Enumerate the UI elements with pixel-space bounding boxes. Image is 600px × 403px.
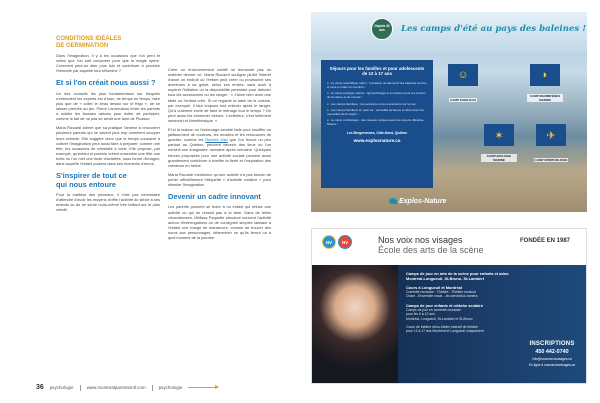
inscriptions-web[interactable]: En ligne à nosvoixnosvisages.ca — [528, 363, 576, 367]
footer-website[interactable]: www.montrealparentsmtl.com — [86, 385, 146, 390]
ad-theatre-details — [406, 271, 516, 334]
ad-theatre-s2-title: Camps de jour enfants et relâche scolaire — [406, 302, 483, 308]
inscriptions-phone[interactable]: 450 442-0740 — [535, 349, 569, 355]
camp-mammiferes-marins — [527, 64, 563, 106]
ad-whales-line — [327, 118, 427, 126]
ad-whales-website[interactable]: www.explosnature.ca — [353, 137, 401, 143]
ad-whales-line-text: Le camp écologie marine : apprentissage et immersion pour les curieux de la nature et du monde ! — [327, 91, 426, 100]
ad-whales-line-text: Le camp scientifique marin : l'occasion de découvrir les baleines comme si vous en étiez un membre ! — [327, 80, 427, 90]
ad-nos-voix-nos-visages[interactable] — [311, 228, 587, 384]
whale-tail-icon — [389, 198, 397, 204]
ad-theatre-header — [312, 229, 587, 265]
camp-mammiferes-label: CAMP MAMMIFÈRES MARINS — [527, 94, 563, 102]
bullet-icon: ● — [327, 107, 329, 112]
paragraph-paquette: Les parents peuvent se buter à un enfant qui refuse une activité ou qui ne réussit pas à la faire. Dans de telles circonstances, Mélissa Paquette structure souvent l'activité autour d'interrogations ou de consignes simples laissant à l'enfant une marge de manœuvre, comme de trouver des noms aux personnages, déterminer ce qu'ils feront ou à quel moment de la journée. — [168, 204, 271, 241]
paragraph-museums — [168, 127, 271, 168]
camp-familiaux-label: CAMP FAMILIAUX — [450, 98, 476, 102]
ad-whales-line-text: Le camp ornithologie : des oiseaux uniques avec les experts d'Explos-Nature ! — [327, 118, 425, 127]
paragraph-laurendeau: Un des conseils les plus fondamentaux sur lesquels s'entendent les experts est d'oser, de temps en temps, faire plus que de « coller le beau dessin sur le frigo », de se laisser prendre au jeu. Pierre Laurendeau invite les parents à oublier les fausses raisons pour éviter de participer, comme le fait de ne pas se sentir une âme de Picasso. — [56, 90, 160, 122]
ad-whales-title: Les camps d'été au pays des baleines ! — [401, 24, 587, 34]
child-photo — [312, 265, 398, 384]
bullet-icon: ● — [327, 91, 329, 96]
ad-theatre-inscriptions — [522, 341, 582, 367]
page-number: 36 — [36, 384, 44, 391]
ad-theatre-title: Nos voix nos visages — [378, 235, 463, 245]
anniversary-badge: Depuis 40 ans — [371, 18, 393, 40]
heading-inspire-line-2: qui nous entoure — [56, 179, 116, 189]
paragraph-riccardi: Maria Riccardi admet que sa pratique l'amène à rencontrer plusieurs parents qui ne savent plus trop comment occuper leurs enfants. Elle suggère donc que le temps consacré à cultiver l'imagination peut aussi faire à préparer, comme une fête, les occasions de créativité à venir. Elle propose, par exemple, qu'enfant et parents créent ensemble une fête une boîte où l'on met une foule d'activités, sous forme d'images, dans laquelle l'enfant puisera dans ses moments d'ennui. — [56, 125, 160, 166]
paragraph-maitrise: Pour la maîtrise des pinceaux, il n'est pas nécessaire d'attendre d'avoir les moyens d'offrir l'activité du siècle à ses enfants ou de se sentir nous-même très brillant sur le plan créatif. — [56, 191, 160, 213]
ad-theatre-s2-line-2: pour les 6 à 12 ans — [406, 312, 435, 317]
camp-ornithologie — [533, 124, 569, 166]
page-footer — [36, 384, 218, 391]
paragraph-intro: Dans l'imagination, il y a les occasions que l'on perd et celles que l'on sait composer pour que la magie opère. Comment peut-on aller plus loin et contribuer à produire l'étincelle par laquelle tout s'illumine ? — [56, 53, 160, 74]
ad-whales-line-text: Les camps familiaux en plein air : accueillis au fleuve et découvrez les merveilles de la région ! — [327, 107, 424, 117]
explos-nature-logo-text: Explos-Nature — [399, 198, 447, 205]
whale-icon: ◗ — [530, 64, 560, 86]
heading-conditions — [56, 36, 160, 50]
ad-theatre-s1-title: Cours à Longueuil et Montréal — [406, 285, 462, 290]
bullet-icon: ● — [327, 101, 329, 106]
camp-familiaux — [445, 64, 481, 106]
footer-divider-2 — [152, 385, 153, 391]
ad-theatre-s3-line-1: Cours de théâtre et/ou Atelier intensif de théâtre — [406, 325, 479, 330]
paragraph-activity: Maria Riccardi mentionne qu'une activité n'a pas besoin de porter officiellement l'étiquette « d'activité créative » pour stimuler l'imagination. — [168, 171, 271, 187]
ad-theatre-s2-line-1: Camps de jour en comédie musicale — [406, 307, 461, 312]
heading-conditions-line-1: CONDITIONS IDÉALES — [56, 36, 122, 42]
footer-section-2: psychologie — [158, 385, 183, 390]
article-column-2 — [168, 67, 271, 244]
paragraph-museums-end: que l'on trouve un peu partout au Québec, peuvent devenir des lieux où l'on enrichit son imaginaire, semaine après semaine. Quelques heures proposées pour une activité sociale peuvent aussi grandement contribuer à éveiller la fierté et l'inspiration des créateurs en herbe. — [168, 137, 272, 168]
nv-logo-blue: NV — [322, 235, 336, 249]
ad-whales-box-title: Séjours pour les familles et pour adolescents de 12 à 17 ans — [329, 66, 425, 77]
bird-icon: ✈ — [536, 124, 566, 146]
ad-whales-info-box — [321, 60, 433, 188]
ad-whales-line — [327, 102, 427, 106]
inscriptions-title: INSCRIPTIONS — [529, 341, 575, 347]
footer-section: psychologie — [49, 385, 74, 390]
footer-divider — [80, 385, 81, 391]
article-column-1 — [56, 36, 160, 216]
inscriptions-email[interactable]: info@nosvoixnosvisages.ca — [532, 357, 572, 361]
heading-innovate: Devenir un cadre innovant — [168, 192, 261, 202]
camp-biologie-label: CAMP BIOLOGIE MARINE — [481, 154, 517, 162]
ad-theatre-s1-line-1: Comédie musicale - Théâtre - Théâtre musical — [406, 290, 476, 294]
bullet-icon: ● — [327, 118, 329, 123]
nv-logo-red: NV — [338, 235, 352, 249]
paragraph-museums-start: Et si la maison ou l'entourage semble fade pour insuffler un jaillissement de couleurs, les musées et les ressources de quartier, comme les — [168, 127, 271, 143]
camp-biologie-marine — [481, 124, 517, 166]
paragraph-environment: Créer un environnement créatif ne demande pas du matériel dernier cri. Maria Riccardi souligne plutôt l'intérêt d'avoir un endroit où l'enfant peut créer ou poursuivre ses aventures à sa guise, selon ses envies, sans avoir à espérer l'initiative ou la disponibilité parentale pour débuter tous les accessoires ou les ranger : « J'aime bien avoir une table où l'enfant crée. Si on regarde la table de la cuisine, par exemple, il faut toujours tout enlever après le ranger. Qu'à vraiment envie de faire le ménage tout le temps ? On peut aussi les emmener dehors. L'extérieur, c'est tellement sensoriel et kinesthésique. » — [168, 67, 271, 123]
heading-inspire-line-1: S'inspirer de tout ce — [56, 171, 127, 181]
ad-theatre-founded: FONDÉE EN 1987 — [520, 238, 571, 244]
ad-theatre-subtitle: École des arts de la scène — [378, 245, 484, 255]
ad-explos-nature[interactable] — [311, 12, 587, 212]
heading-create: Et si l'on créait nous aussi ? — [56, 78, 156, 88]
ruches-art-link[interactable]: Ruches d'art — [205, 137, 228, 143]
camp-ornithologie-label: CAMP ORNITHOLOGIE — [534, 158, 568, 162]
ad-whales-line — [327, 91, 427, 99]
ad-theatre-s3-line-2: pour 13 à 17 ans Montréal et Longueuil uniquement — [406, 329, 484, 334]
ad-theatre-body — [312, 265, 587, 384]
starfish-icon: ✶ — [484, 124, 514, 146]
explos-nature-logo — [389, 198, 446, 205]
heading-conditions-line-2: DE GERMINATION — [56, 43, 109, 49]
bullet-icon: ● — [327, 80, 329, 85]
ad-whales-address: Les Bergeronnes, Côte-Nord, Québec — [346, 130, 408, 135]
heading-inspire — [56, 172, 160, 189]
ad-theatre-intro-1: Camps de jour en arts de la scène pour enfants et ados. — [406, 271, 510, 276]
ad-theatre-intro-2: Montréal-Longueuil- St-Bruno- St-Lambert — [406, 276, 485, 281]
ad-whales-line-text: Les camps familiaux : les aventures et les excursions sur la mer. — [330, 101, 417, 106]
ad-theatre-s1-line-2: Chant - Ensemble vocal - Jeu devant la caméra — [406, 294, 478, 299]
arrow-right-icon — [188, 387, 218, 388]
family-icon: ☺ — [448, 64, 478, 86]
ad-whales-line — [327, 81, 427, 89]
ad-theatre-s2-line-3: Montréal, Longueuil, St-Lambert et St-Bruno — [406, 316, 473, 321]
ad-whales-line — [327, 108, 427, 116]
